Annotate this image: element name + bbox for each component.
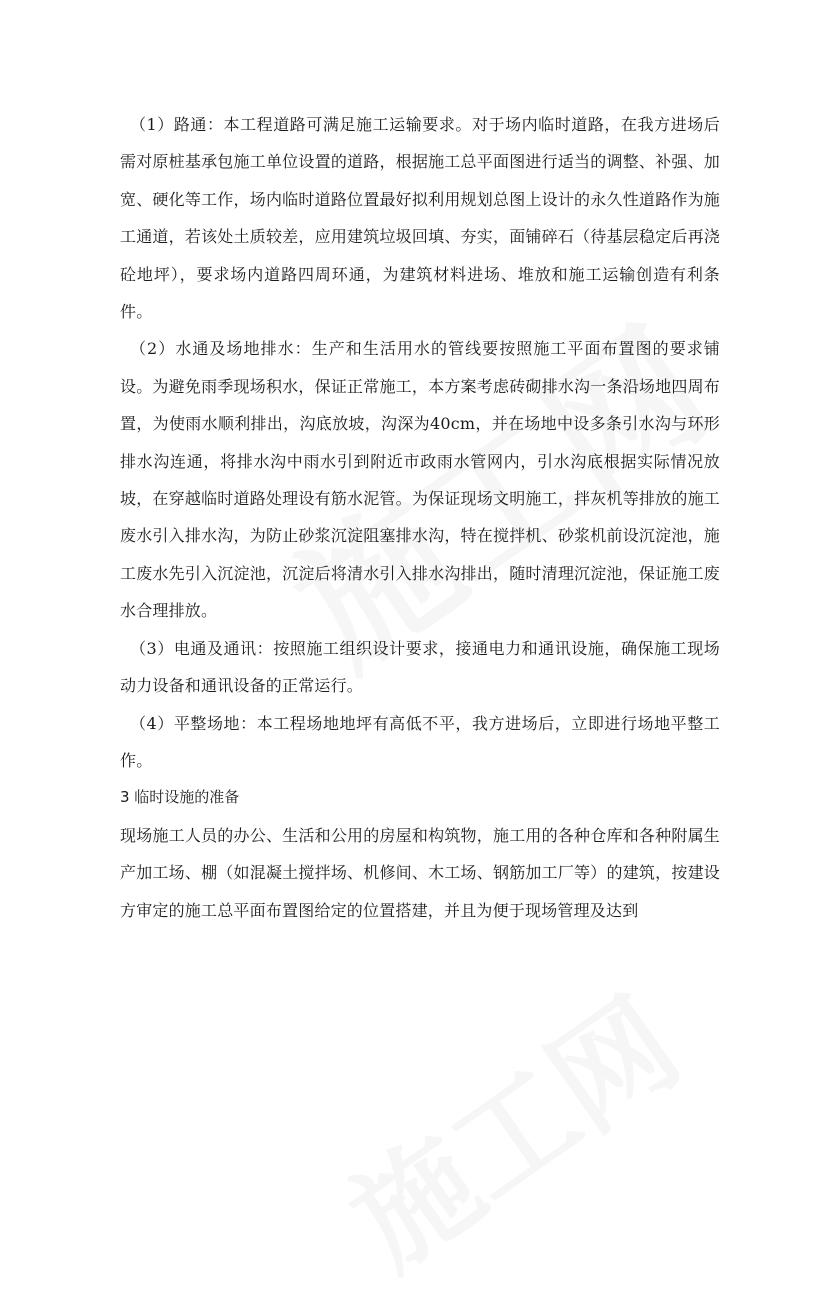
watermark <box>313 952 707 1299</box>
document-body <box>120 106 720 929</box>
paragraph-site-leveling: （4）平整场地：本工程场地地坪有高低不平，我方进场后，立即进行场地平整工作。 <box>120 713 720 770</box>
paragraph-temporary-facilities: 现场施工人员的办公、生活和公用的房屋和构筑物，施工用的各种仓库和各种附属生产加工场、棚（如混凝土搅拌场、机修间、木工场、钢筋加工厂等）的建筑，按建设方审定的施工总平面布置图给定的位置搭建，并且为便于现场管理及达到 <box>120 825 720 920</box>
section-heading: 3 临时设施的准备 <box>120 788 240 807</box>
paragraph-water-drainage: （2）水通及场地排水：生产和生活用水的管线要按照施工平面布置图的要求铺设。为避免雨季现场积水，保证正常施工，本方案考虑砖砌排水沟一条沿场地四周布置，为使雨水顺利排出，沟底放坡，沟深为40cm，并在场地中设多条引水沟与环形排水沟连通，将排水沟中雨水引到附近市政雨水管网内，引水沟底根据实际情况放坡，在穿越临时道路处理设有筋水泥管。为保证现场文明施工，拌灰机等排放的施工废水引入排水沟，为防止砂浆沉淀阻塞排水沟，特在搅拌机、砂浆机前设沉淀池，施工废水先引入沉淀池，沉淀后将清水引入排水沟排出，随时清理沉淀池，保证施工废水合理排放。 <box>120 339 720 621</box>
paragraph-power-communication: （3）电通及通讯：按照施工组织设计要求，接通电力和通讯设施，确保施工现场动力设备和通讯设备的正常运行。 <box>120 638 720 696</box>
paragraph-road-access: （1）路通：本工程道路可满足施工运输要求。对于场内临时道路，在我方进场后需对原桩基承包施工单位设置的道路，根据施工总平面图进行适当的调整、补强、加宽、硬化等工作，场内临时道路位置最好拟利用规划总图上设计的永久性道路作为施工通道，若该处土质较差，应用建筑垃圾回填、夯实，面铺碎石（待基层稳定后再浇砼地坪），要求场内道路四周环通，为建筑材料进场、堆放和施工运输创造有利条件。 <box>120 115 720 322</box>
